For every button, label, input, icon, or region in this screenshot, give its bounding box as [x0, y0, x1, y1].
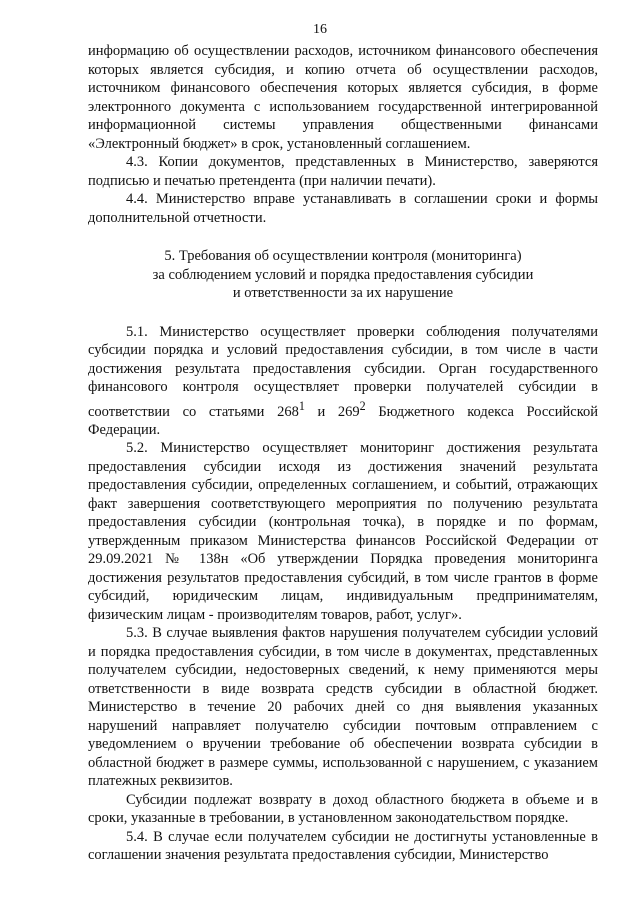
paragraph-4-3: 4.3. Копии документов, представленных в Министерство, заверяются подписью и печатью претендента (при наличии печати). — [88, 154, 598, 189]
paragraph-4-4: 4.4. Министерство вправе устанавливать в соглашении сроки и формы дополнительной отчетности. — [88, 191, 598, 226]
paragraph-4-2-continuation: информацию об осуществлении расходов, источником финансового обеспечения которых является субсидия, и копию отчета об осуществлении расходов, источником финансового обеспечения которых является субсидия, в форме электронного документа с использованием государственной интегрированной информационной системы управления общественными финансами «Электронный бюджет» в срок, установленный соглашением. — [88, 43, 598, 152]
paragraph-5-3: 5.3. В случае выявления фактов нарушения получателем субсидии условий и порядка предоставления субсидии, в том числе в документах, представленных получателем субсидии, недостоверных сведений, к нему применяются меры ответственности в виде возврата средств субсидии в областной бюджет. Министерство в течение 20 рабочих дней со дня выявления указанных нарушений направляет получателю субсидии почтовым отправлением с уведомлением о вручении требование об обеспечении возврата субсидии в областной бюджет в размере суммы, использованной с нарушением, с указанием платежных реквизитов. — [88, 625, 598, 790]
paragraph-5-1 — [88, 323, 598, 440]
paragraph-5-4: 5.4. В случае если получателем субсидии не достигнуты установленные в соглашении значения результата предоставления субсидии, Министерство — [88, 828, 598, 864]
document-body — [88, 42, 598, 865]
section-heading-line: 5. Требования об осуществлении контроля (мониторинга) — [164, 248, 522, 264]
paragraph-subsidy-return: Субсидии подлежат возврату в доход областного бюджета в объеме и в сроки, указанные в требовании, в установленном законодательством порядке. — [88, 791, 598, 827]
page-number: 16 — [313, 22, 327, 37]
section-heading-line: за соблюдением условий и порядка предоставления субсидии — [152, 266, 534, 283]
section-5-heading — [88, 247, 598, 303]
paragraph-5-1-text: и 269 — [304, 403, 360, 420]
superscript-1: 1 — [298, 398, 305, 413]
paragraph-5-2: 5.2. Министерство осуществляет мониторинг достижения результата предоставления субсидии исходя из достижения значений результата предоставления субсидии, определенных соглашением, и событий, отражающих факт завершения соответствующего мероприятия по получению результата предоставления субсидии (контрольная точка), в порядке и по формам, утвержденным приказом Министерства финансов Российской Федерации от 29.09.2021 № 138н «Об утверждении Порядка проведения мониторинга достижения результатов предоставления субсидий, в том числе грантов в форме субсидий, юридическим лицам, индивидуальным предпринимателям, физическим лицам - производителям товаров, работ, услуг». — [88, 440, 598, 623]
paragraph-5-1-text: Бюджетного кодекса Российской Федерации. — [88, 403, 599, 438]
paragraph-5-1-text: 5.1. Министерство осуществляет проверки соблюдения получателями субсидии порядка и условий предоставления субсидии, в том числе в части достижения результата предоставления субсидии. Орган государственного финансового контроля осуществляет проверки получателей субсидии в соответствии со статьями 268 — [88, 323, 598, 420]
section-heading-line: и ответственности за их нарушение — [232, 285, 454, 301]
superscript-2: 2 — [359, 398, 366, 413]
